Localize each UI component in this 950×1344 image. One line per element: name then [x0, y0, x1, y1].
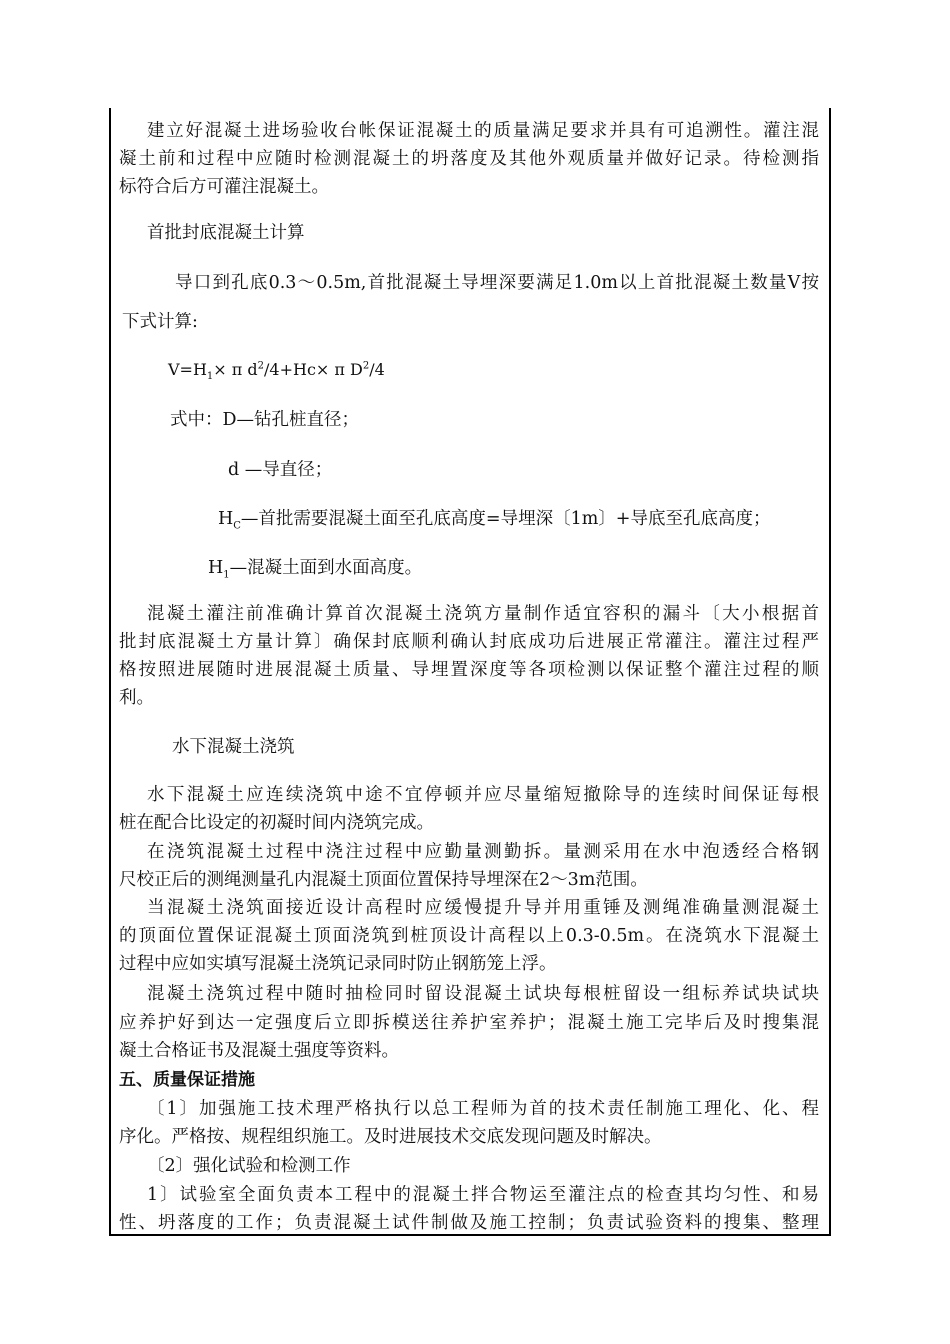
text-line: 混凝土灌注前准确计算首次混凝土浇筑方量制作适宜容积的漏斗〔大小根据首 [147, 604, 819, 624]
text-line: 的顶面位置保证混凝土顶面浇筑到桩顶设计高程以上0.3-0.5m。在浇筑水下混凝土 [119, 926, 819, 946]
text-line: 批封底混凝土方量计算〕确保封底顺利确认封底成功后进展正常灌注。灌注过程严 [119, 632, 819, 652]
text-line: 凝土前和过程中应随时检测混凝土的坍落度及其他外观质量并做好记录。待检测指 [119, 149, 819, 169]
text-line: 标符合后方可灌注混凝土。 [119, 177, 329, 197]
section-heading: 首批封底混凝土计算 [147, 223, 305, 243]
text-line: 利。 [119, 688, 154, 708]
text-line: 尺校正后的测绳测量孔内混凝土顶面位置保持导埋深在2～3m范围。 [119, 870, 648, 890]
text-line: 格按照进展随时进展混凝土质量、导埋置深度等各项检测以保证整个灌注过程的顺 [119, 660, 819, 680]
text-line: 过程中应如实填写混凝土浇筑记录同时防止钢筋笼上浮。 [119, 954, 557, 974]
section-heading-quality: 五、质量保证措施 [119, 1070, 255, 1090]
section-heading: 水下混凝土浇筑 [172, 737, 295, 757]
text-line: 应养护好到达一定强度后立即拆模送往养护室养护；混凝土施工完毕后及时搜集混 [119, 1013, 819, 1033]
formula-legend: $H_1—$混凝土面到水面高度。 [208, 558, 423, 581]
text-line: 当混凝土浇筑面接近设计高程时应缓慢提升导并用重锤及测绳准确量测混凝土 [147, 898, 819, 918]
text-line: 〔2〕强化试验和检测工作 [147, 1156, 351, 1176]
formula-legend: $H_C—$首批需要混凝土面至孔底高度=导埋深〔1m〕+导底至孔底高度； [218, 509, 771, 532]
text-line: 1〕试验室全面负责本工程中的混凝土拌合物运至灌注点的检查其均匀性、和易 [147, 1185, 819, 1205]
text-line: 性、坍落度的工作；负责混凝土试件制做及施工控制；负责试验资料的搜集、整理 [119, 1213, 819, 1233]
formula-legend: 式中：D—钻孔桩直径； [170, 410, 360, 430]
text-line: 导口到孔底0.3～0.5m,首批混凝土导埋深要满足1.0m以上首批混凝土数量V按 [175, 273, 819, 293]
formula-legend: d —导直径； [228, 460, 333, 480]
text-line: 水下混凝土应连续浇筑中途不宜停顿并应尽量缩短撤除导的连续时间保证每根 [147, 785, 819, 805]
text-line: 〔1〕加强施工技术理严格执行以总工程师为首的技术责任制施工理化、化、程 [147, 1099, 819, 1119]
text-line: 混凝土浇筑过程中随时抽检同时留设混凝土试块每根桩留设一组标养试块试块 [147, 984, 819, 1004]
text-line: 在浇筑混凝土过程中浇注过程中应勤量测勤拆。量测采用在水中泡透经合格钢 [147, 842, 819, 862]
text-line: 下式计算: [122, 312, 198, 332]
text-line: 序化。严格按、规程组织施工。及时进展技术交底发现问题及时解决。 [119, 1127, 662, 1147]
text-line: 建立好混凝土进场验收台帐保证混凝土的质量满足要求并具有可追溯性。灌注混 [147, 121, 819, 141]
text-line: 凝土合格证书及混凝土强度等资料。 [119, 1041, 399, 1061]
formula-line: $V=H_1\times \pi$ $d^2/4+Hc\times \pi$ $D^2/4$ [168, 360, 385, 383]
text-line: 桩在配合比设定的初凝时间内浇筑完成。 [119, 813, 434, 833]
